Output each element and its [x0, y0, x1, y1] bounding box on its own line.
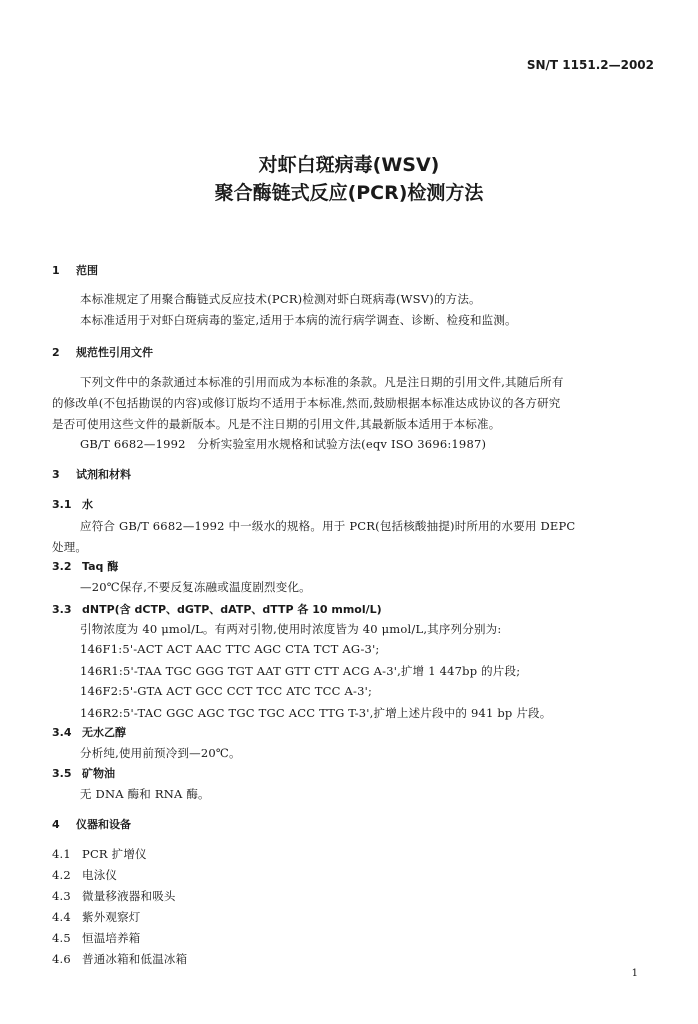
- subsection-title: 无水乙醇: [82, 726, 126, 739]
- page-number: 1: [631, 968, 638, 979]
- section-title: 仪器和设备: [76, 818, 131, 831]
- section-title: 规范性引用文件: [76, 346, 153, 359]
- item-number: 4.1: [52, 847, 71, 861]
- item-number: 4.3: [52, 889, 71, 903]
- item-number: 4.4: [52, 910, 71, 924]
- subsection-3-3-heading: [52, 601, 382, 617]
- item-number: 4.2: [52, 868, 71, 882]
- paragraph: 分析纯,使用前预冷到—20℃。: [80, 746, 241, 760]
- item-text: 紫外观察灯: [82, 910, 141, 924]
- section-2-heading: [52, 344, 153, 360]
- section-4-heading: [52, 816, 131, 832]
- paragraph: —20℃保存,不要反复冻融或温度剧烈变化。: [80, 580, 311, 594]
- primer-sequence: 146R1:5'-TAA TGC GGG TGT AAT GTT CTT ACG A-3',扩增 1 447bp 的片段;: [80, 664, 521, 678]
- paragraph: 的修改单(不包括勘误的内容)或修订版均不适用于本标准,然而,鼓励根据本标准达成协议的各方研究: [52, 396, 561, 410]
- list-item: [52, 888, 176, 904]
- section-3-heading: [52, 466, 131, 482]
- standard-number: SN/T 1151.2—2002: [526, 58, 654, 72]
- subsection-title: 水: [82, 498, 93, 511]
- paragraph: 引物浓度为 40 μmol/L。有两对引物,使用时浓度皆为 40 μmol/L,其序列分别为:: [80, 622, 502, 636]
- list-item: [52, 909, 141, 925]
- subsection-3-4-heading: [52, 724, 126, 740]
- document-title-line-1: 对虾白斑病毒(WSV): [258, 154, 440, 176]
- paragraph: 无 DNA 酶和 RNA 酶。: [80, 787, 210, 801]
- paragraph: 是否可使用这些文件的最新版本。凡是不注日期的引用文件,其最新版本适用于本标准。: [52, 417, 501, 431]
- reference-item: GB/T 6682—1992 分析实验室用水规格和试验方法(eqv ISO 3696:1987): [80, 437, 487, 451]
- item-text: 普通冰箱和低温冰箱: [82, 952, 188, 966]
- section-number: 1: [52, 264, 60, 277]
- primer-sequence: 146F1:5'-ACT ACT AAC TTC AGC CTA TCT AG-3';: [80, 642, 380, 656]
- item-number: 4.6: [52, 952, 71, 966]
- item-text: 恒温培养箱: [82, 931, 141, 945]
- list-item: [52, 846, 147, 862]
- subsection-title: 矿物油: [82, 767, 115, 780]
- item-text: 微量移液器和吸头: [82, 889, 176, 903]
- document-title-line-2: 聚合酶链式反应(PCR)检测方法: [214, 182, 484, 204]
- section-number: 4: [52, 818, 60, 831]
- subsection-title: dNTP(含 dCTP、dGTP、dATP、dTTP 各 10 mmol/L): [82, 603, 382, 616]
- item-number: 4.5: [52, 931, 71, 945]
- section-number: 2: [52, 346, 60, 359]
- section-title: 试剂和材料: [76, 468, 131, 481]
- section-1-heading: [52, 262, 98, 278]
- list-item: [52, 867, 117, 883]
- subsection-number: 3.2: [52, 560, 72, 573]
- paragraph: 下列文件中的条款通过本标准的引用而成为本标准的条款。凡是注日期的引用文件,其随后所有: [80, 375, 564, 389]
- list-item: [52, 930, 141, 946]
- paragraph: 应符合 GB/T 6682—1992 中一级水的规格。用于 PCR(包括核酸抽提)时所用的水要用 DEPC: [80, 519, 576, 533]
- paragraph: 本标准规定了用聚合酶链式反应技术(PCR)检测对虾白斑病毒(WSV)的方法。: [80, 292, 481, 306]
- section-title: 范围: [76, 264, 98, 277]
- section-number: 3: [52, 468, 60, 481]
- subsection-title: Taq 酶: [82, 560, 119, 573]
- subsection-3-2-heading: [52, 558, 118, 574]
- primer-sequence: 146F2:5'-GTA ACT GCC CCT TCC ATC TCC A-3';: [80, 684, 373, 698]
- paragraph: 本标准适用于对虾白斑病毒的鉴定,适用于本病的流行病学调查、诊断、检疫和监测。: [80, 313, 517, 327]
- item-text: 电泳仪: [82, 868, 118, 882]
- subsection-number: 3.3: [52, 603, 72, 616]
- subsection-3-5-heading: [52, 765, 115, 781]
- paragraph: 处理。: [52, 540, 88, 554]
- subsection-3-1-heading: [52, 496, 93, 512]
- subsection-number: 3.5: [52, 767, 72, 780]
- list-item: [52, 951, 187, 967]
- subsection-number: 3.4: [52, 726, 72, 739]
- item-text: PCR 扩增仪: [82, 847, 147, 861]
- subsection-number: 3.1: [52, 498, 72, 511]
- primer-sequence: 146R2:5'-TAC GGC AGC TGC TGC ACC TTG T-3',扩增上述片段中的 941 bp 片段。: [80, 706, 552, 720]
